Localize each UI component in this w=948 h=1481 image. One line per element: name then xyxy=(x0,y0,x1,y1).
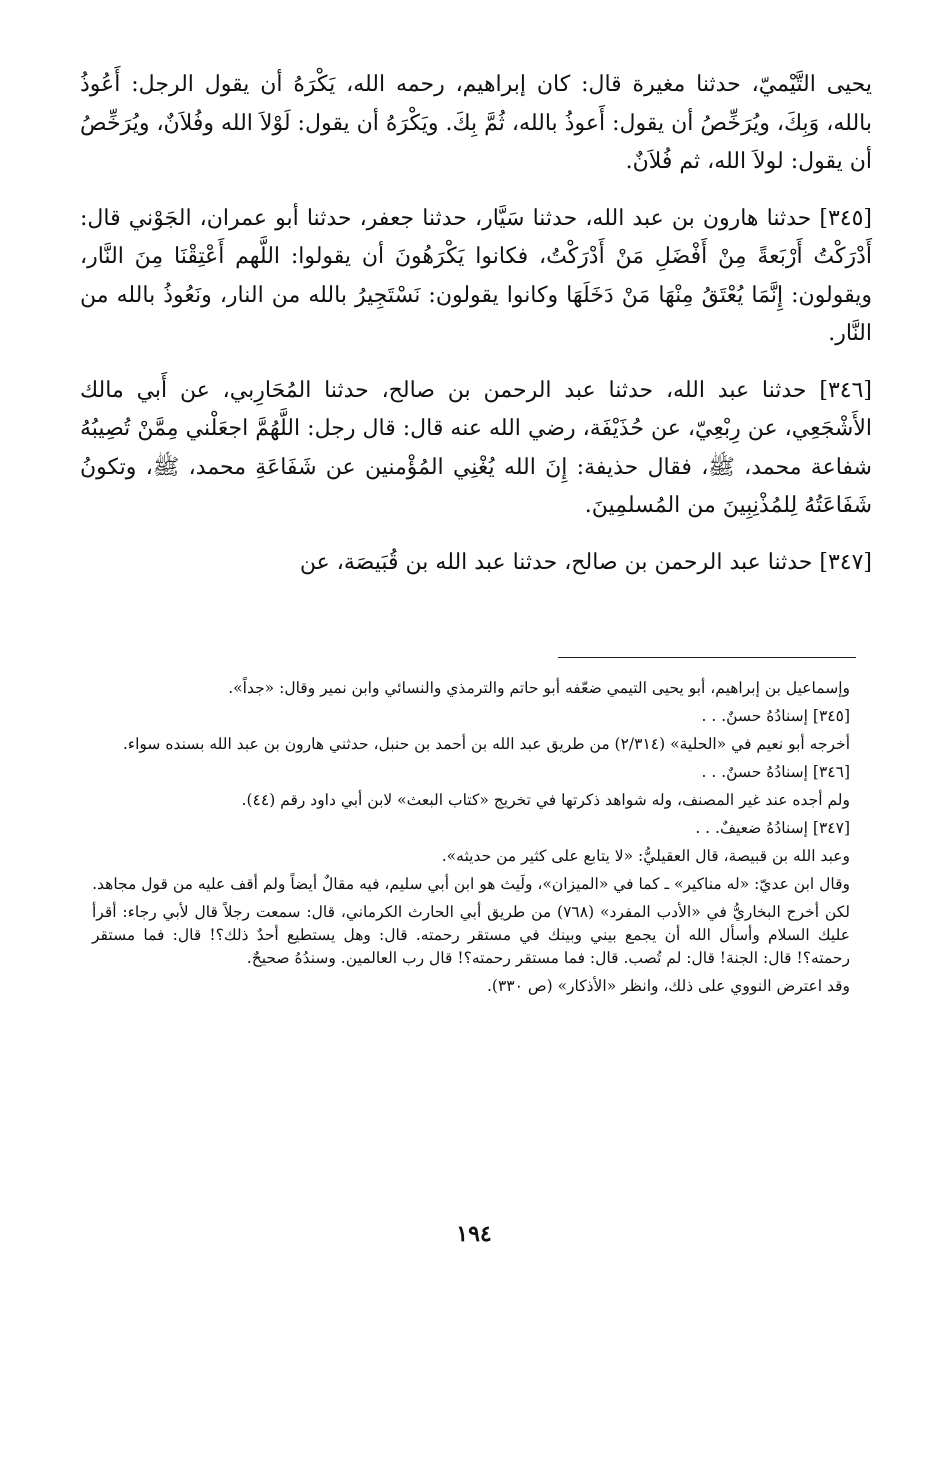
footnote-line: وقد اعترض النووي على ذلك، وانظر «الأذكار» (ص ٣٣٠). xyxy=(486,977,850,995)
footnote-line: أخرجه أبو نعيم في «الحلية» (٢/٣١٤) من طريق عبد الله بن أحمد بن حنبل، حدثني هارون بن عبد الله بسنده سواء. xyxy=(122,735,850,753)
footnote-line: وإسماعيل بن إبراهيم، أبو يحيى التيمي ضعّفه أبو حاتم والترمذي والنسائي وابن نمير وقال: «جداً». xyxy=(228,679,850,697)
footnote-grade-346: [٣٤٦] إسنادُهُ حسنٌ. . . xyxy=(701,763,850,781)
hadith-paragraph-345: [٣٤٥] حدثنا هارون بن عبد الله، حدثنا سَيَّار، حدثنا جعفر، حدثنا أبو عمران، الجَوْني قال: أَدْرَكْتُ أَرْبَعةً مِنْ أَفْضَلِ مَنْ أَدْرَكْتُ، فكانوا يَكْرَهُونَ أن يقولوا: اللَّهم أَعْتِقْنَا مِنَ النَّار، ويقولون: إِنَّمَا يُعْتَقُ مِنْهَا مَنْ دَخَلَهَا وكانوا يقولون: نَسْتَجِيرُ بالله من النار، ونَعُوذُ بالله من النَّار. xyxy=(80,205,872,346)
footnotes-block xyxy=(92,677,868,998)
page-number: ١٩٤ xyxy=(456,1221,492,1247)
footnote-line: وعبد الله بن قبيصة، قال العقيليُّ: «لا يتابع على كثير من حديثه». xyxy=(441,847,850,865)
footnote-line: ولم أجده عند غير المصنف، وله شواهد ذكرتها في تخريج «كتاب البعث» لابن أبي داود رقم (٤٤). xyxy=(241,791,850,809)
footnote-grade-347: [٣٤٧] إسنادُهُ ضعيفٌ. . . xyxy=(695,819,850,837)
footnote-line: وقال ابن عديّ: «له مناكير» ـ كما في «الميزان»، ولَيث هو ابن أبي سليم، فيه مقالٌ أيضاً ولم أقف عليه من قول مجاهد. xyxy=(92,875,850,893)
hadith-paragraph-346: [٣٤٦] حدثنا عبد الله، حدثنا عبد الرحمن بن صالح، حدثنا المُحَارِبي، عن أَبي مالك الأَشْجَعِي، عن رِبْعِيّ، عن حُذَيْفَة، رضي الله عنه قال: قال رجل: اللَّهُمَّ اجعَلْني مِمَّنْ تُصِيبُهُ شفاعة محمد، ﷺ، فقال حذيفة: إِنَ الله يُغْنِي المُؤْمنين عن شَفَاعَةِ محمد، ﷺ، وتكونُ شَفَاعَتُهُ لِلمُذْنِبِينَ من المُسلمِينَ. xyxy=(80,377,873,518)
main-text-block xyxy=(80,66,872,582)
footnote-line: لكن أخرج البخاريُّ في «الأدب المفرد» (٧٦٨) من طريق أبي الحارث الكرماني، قال: سمعت رجلاً قال لأبي رجاء: أقرأ عليك السلام وأسأل الله أن يجمع بيني وبينك في مستقر رحمته. قال: وهل يستطيع أحدٌ ذلك؟! قال: فما مستقر رحمته؟! قال: الجنة! قال: لم تُصب. قال: فما مستقر رحمته؟! قال رب العالمين. وسندُهُ صحيحٌ. xyxy=(92,903,850,967)
hadith-paragraph-continuation: يحيى التَّيْميّ، حدثنا مغيرة قال: كان إبراهيم، رحمه الله، يَكْرَهُ أن يقول الرجل: أَعُوذُ بالله، وَبِكَ، ويُرَخِّصُ أن يقول: أَعوذُ بالله، ثُمَّ بِكَ. ويَكْرَهُ أن يقول: لَوْلاَ الله وفُلاَنٌ، ويُرَخِّصُ أن يقول: لولاَ الله، ثم فُلاَنٌ. xyxy=(80,72,872,174)
footnote-separator xyxy=(558,657,856,658)
footnote-grade-345: [٣٤٥] إسنادُهُ حسنٌ. . . xyxy=(701,707,850,725)
hadith-paragraph-347: [٣٤٧] حدثنا عبد الرحمن بن صالح، حدثنا عبد الله بن قُبَيصَة، عن xyxy=(299,549,872,575)
